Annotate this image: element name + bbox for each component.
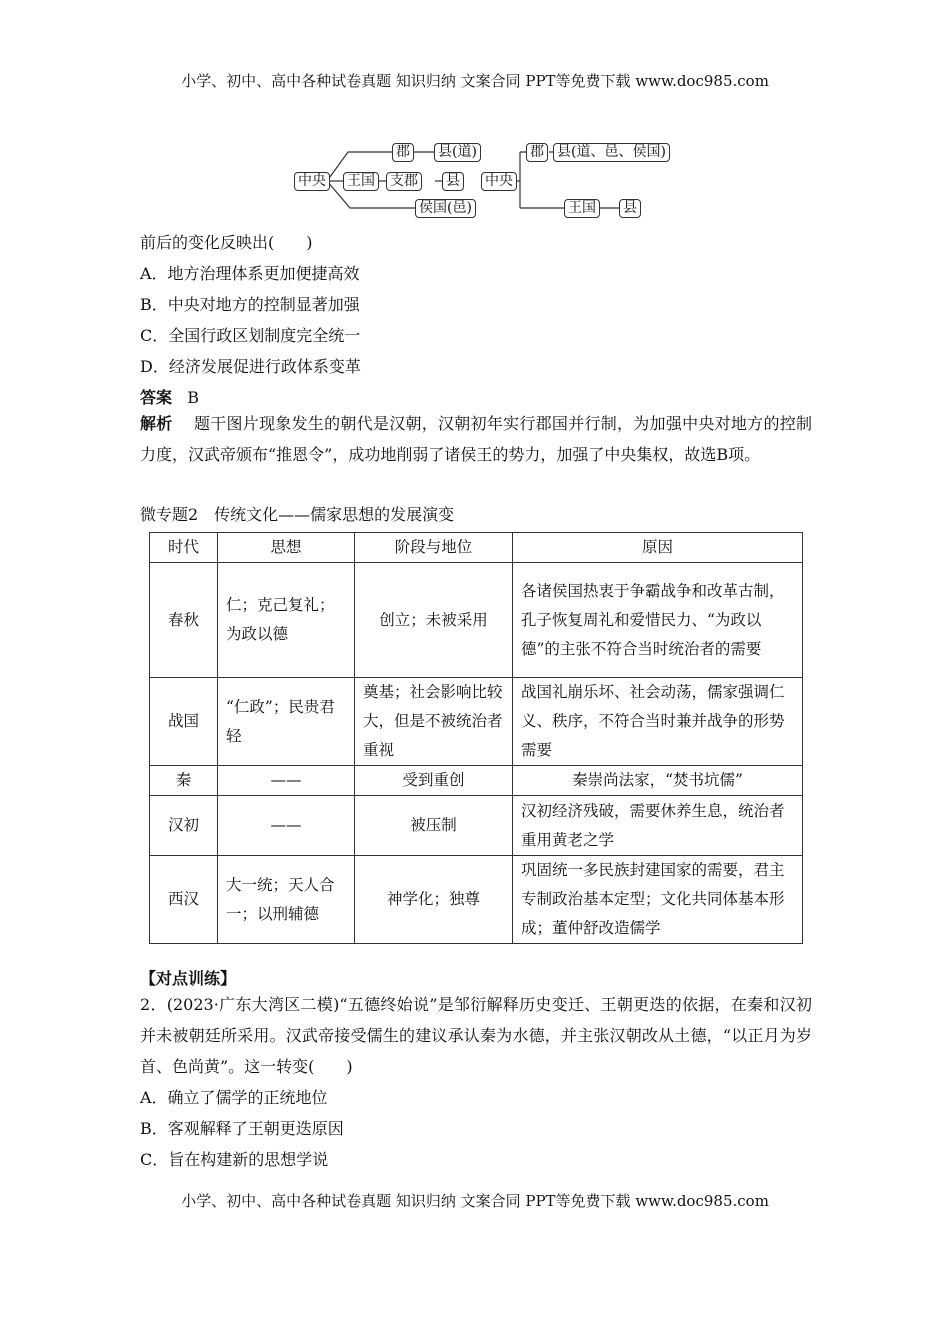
cell-era: 秦 <box>150 766 218 796</box>
practice-option-c: C．旨在构建新的思想学说 <box>140 1150 329 1169</box>
option-b: B．中央对地方的控制显著加强 <box>140 295 360 314</box>
header-cell: 思想 <box>218 533 355 563</box>
question-stem: 前后的变化反映出( ) <box>140 233 313 252</box>
cell-reason: 巩固统一多民族封建国家的需要，君主专制政治基本定型；文化共同体基本形成；董仲舒改造儒学 <box>513 856 803 944</box>
table-row <box>150 856 803 944</box>
table-row <box>150 766 803 796</box>
right-xian-all-node: 县(道、邑、侯国) <box>553 143 670 162</box>
cell-era: 西汉 <box>150 856 218 944</box>
table-row <box>150 796 803 856</box>
table-header-row <box>150 533 803 563</box>
cell-reason: 各诸侯国热衷于争霸战争和改革古制，孔子恢复周礼和爱惜民力、“为政以德”的主张不符合当时统治者的需要 <box>513 563 803 678</box>
section-title: 微专题2 传统文化——儒家思想的发展演变 <box>140 505 455 524</box>
table-row <box>150 563 803 678</box>
cell-thought: 仁；克己复礼；为政以德 <box>218 563 355 678</box>
left-central-node: 中央 <box>294 172 330 191</box>
left-xian-node: 县 <box>442 172 464 191</box>
cell-thought: —— <box>218 766 355 796</box>
option-a: A．地方治理体系更加便捷高效 <box>140 264 360 283</box>
option-c: C．全国行政区划制度完全统一 <box>140 326 361 345</box>
right-wangguo-node: 王国 <box>564 199 600 218</box>
cell-era: 战国 <box>150 678 218 766</box>
answer-value: B <box>187 388 200 407</box>
cell-status: 奠基；社会影响比较大，但是不被统治者重视 <box>355 678 513 766</box>
right-jun-node: 郡 <box>526 143 548 162</box>
table-row <box>150 678 803 766</box>
header-cell: 原因 <box>513 533 803 563</box>
cell-reason: 汉初经济残破，需要休养生息，统治者重用黄老之学 <box>513 796 803 856</box>
option-d: D．经济发展促进行政体系变革 <box>140 357 361 376</box>
left-houguo-node: 侯国(邑) <box>415 199 476 218</box>
cell-status: 被压制 <box>355 796 513 856</box>
diagram-lines <box>0 0 950 230</box>
page-header: 小学、初中、高中各种试卷真题 知识归纳 文案合同 PPT等免费下载 www.doc985.com <box>181 72 769 90</box>
analysis-label: 解析 <box>140 414 173 433</box>
cell-era: 汉初 <box>150 796 218 856</box>
practice-option-b: B．客观解释了王朝更迭原因 <box>140 1119 344 1138</box>
cell-thought: “仁政”；民贵君轻 <box>218 678 355 766</box>
cell-thought: —— <box>218 796 355 856</box>
left-jun-node: 郡 <box>392 143 414 162</box>
practice-title: 【对点训练】 <box>140 969 237 988</box>
analysis <box>140 408 812 470</box>
answer-label: 答案 <box>140 388 173 407</box>
header-cell: 时代 <box>150 533 218 563</box>
cell-status: 创立；未被采用 <box>355 563 513 678</box>
left-zhijun-node: 支郡 <box>386 172 422 191</box>
cell-thought: 大一统；天人合一；以刑辅德 <box>218 856 355 944</box>
practice-option-a: A．确立了儒学的正统地位 <box>140 1088 328 1107</box>
cell-era: 春秋 <box>150 563 218 678</box>
cell-status: 受到重创 <box>355 766 513 796</box>
cell-status: 神学化；独尊 <box>355 856 513 944</box>
practice-stem: 2．(2023·广东大湾区二模)“五德终始说”是邹衍解释历史变迁、王朝更迭的依据，在秦和汉初并未被朝廷所采用。汉武帝接受儒生的建议承认秦为水德，并主张汉朝改从土德，“以正月为岁首、色尚黄”。这一转变( ) <box>140 995 812 1076</box>
page-footer: 小学、初中、高中各种试卷真题 知识归纳 文案合同 PPT等免费下载 www.doc985.com <box>181 1192 769 1210</box>
cell-reason: 战国礼崩乐坏、社会动荡，儒家强调仁义、秩序，不符合当时兼并战争的形势需要 <box>513 678 803 766</box>
confucianism-table <box>149 532 803 944</box>
left-xian-dao-node: 县(道) <box>434 143 481 162</box>
answer <box>140 385 199 408</box>
analysis-text: 题干图片现象发生的朝代是汉朝，汉朝初年实行郡国并行制，为加强中央对地方的控制力度，汉武帝颁布“推恩令”，成功地削弱了诸侯王的势力，加强了中央集权，故选B项。 <box>140 414 812 464</box>
cell-reason: 秦崇尚法家，“焚书坑儒” <box>513 766 803 796</box>
right-central-node: 中央 <box>481 172 517 191</box>
header-cell: 阶段与地位 <box>355 533 513 563</box>
right-xian-node: 县 <box>619 199 641 218</box>
left-wangguo-node: 王国 <box>343 172 379 191</box>
